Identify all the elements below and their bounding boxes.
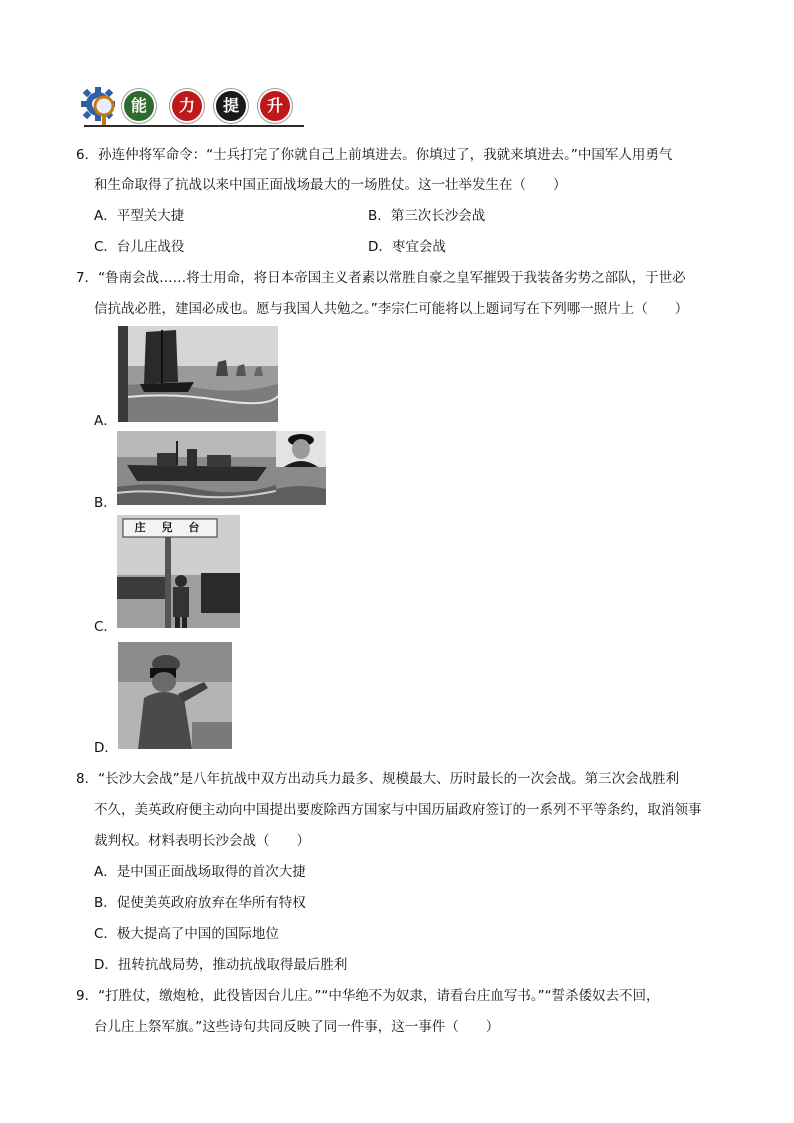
q7-photo-b-ship: [117, 431, 276, 505]
q7-photo-b-sea-strip: [276, 467, 326, 505]
q6-option-c: C．台儿庄战役: [94, 239, 185, 255]
q6-stem-line1: 6．孙连仲将军命令：“士兵打完了你就自己上前填进去。你填过了，我就来填进去。”中国军人用勇气: [76, 147, 673, 163]
q7-stem-line2: 信抗战必胜，建国必成也。愿与我国人共勉之。”李宗仁可能将以上题词写在下列哪一照片上（ ）: [94, 301, 689, 317]
q8-option-c: C．极大提高了中国的国际地位: [94, 926, 279, 942]
q7-photo-b-portrait: [276, 431, 326, 467]
q9-stem-line1: 9．“打胜仗，缴炮枪，此役皆因台儿庄。”“中华绝不为奴隶，请看台庄血写书。”“誓杀倭奴去不回，: [76, 988, 660, 1004]
q7-stem-line1: 7．“鲁南会战……将士用命，将日本帝国主义者素以常胜自豪之皇军摧毁于我装备劣势之部队，于世必: [76, 270, 686, 286]
q6-option-b: B．第三次长沙会战: [368, 208, 486, 224]
q8-stem-line1: 8．“长沙大会战”是八年抗战中双方出动兵力最多、规模最大、历时最长的一次会战。第三次会战胜利: [76, 771, 680, 787]
q8-option-a: A．是中国正面战场取得的首次大捷: [94, 864, 306, 880]
q8-option-b: B．促使美英政府放弃在华所有特权: [94, 895, 306, 911]
banner-underline: [84, 125, 304, 127]
q7-option-d: D．: [94, 740, 118, 756]
q8-option-d: D．扭转抗战局势，推动抗战取得最后胜利: [94, 957, 348, 973]
q7-photo-c-sign-text: 庄 兒 台: [134, 521, 206, 534]
q8-stem-line2: 不久，美英政府便主动向中国提出要废除西方国家与中国历届政府签订的一系列不平等条约，取消领事: [94, 802, 702, 818]
banner-char-4: 升: [258, 89, 292, 123]
q9-stem-line2: 台儿庄上祭军旗。”这些诗句共同反映了同一件事，这一事件（ ）: [94, 1019, 500, 1035]
q7-option-b: B．: [94, 495, 117, 511]
magnifier-icon: [92, 94, 118, 128]
banner-char-1: 能: [122, 89, 156, 123]
banner-char-3: 提: [214, 89, 248, 123]
q7-option-a: A．: [94, 413, 117, 429]
q7-photo-d: [118, 642, 232, 749]
q7-photo-c: [117, 515, 240, 628]
q7-photo-a: [118, 326, 278, 422]
q6-option-d: D．枣宜会战: [368, 239, 446, 255]
q6-stem-line2: 和生命取得了抗战以来中国正面战场最大的一场胜仗。这一壮举发生在（ ）: [94, 177, 567, 193]
q8-stem-line3: 裁判权。材料表明长沙会战（ ）: [94, 833, 310, 849]
banner-char-2: 力: [170, 89, 204, 123]
q7-option-c: C．: [94, 619, 117, 635]
q6-option-a: A．平型关大捷: [94, 208, 185, 224]
